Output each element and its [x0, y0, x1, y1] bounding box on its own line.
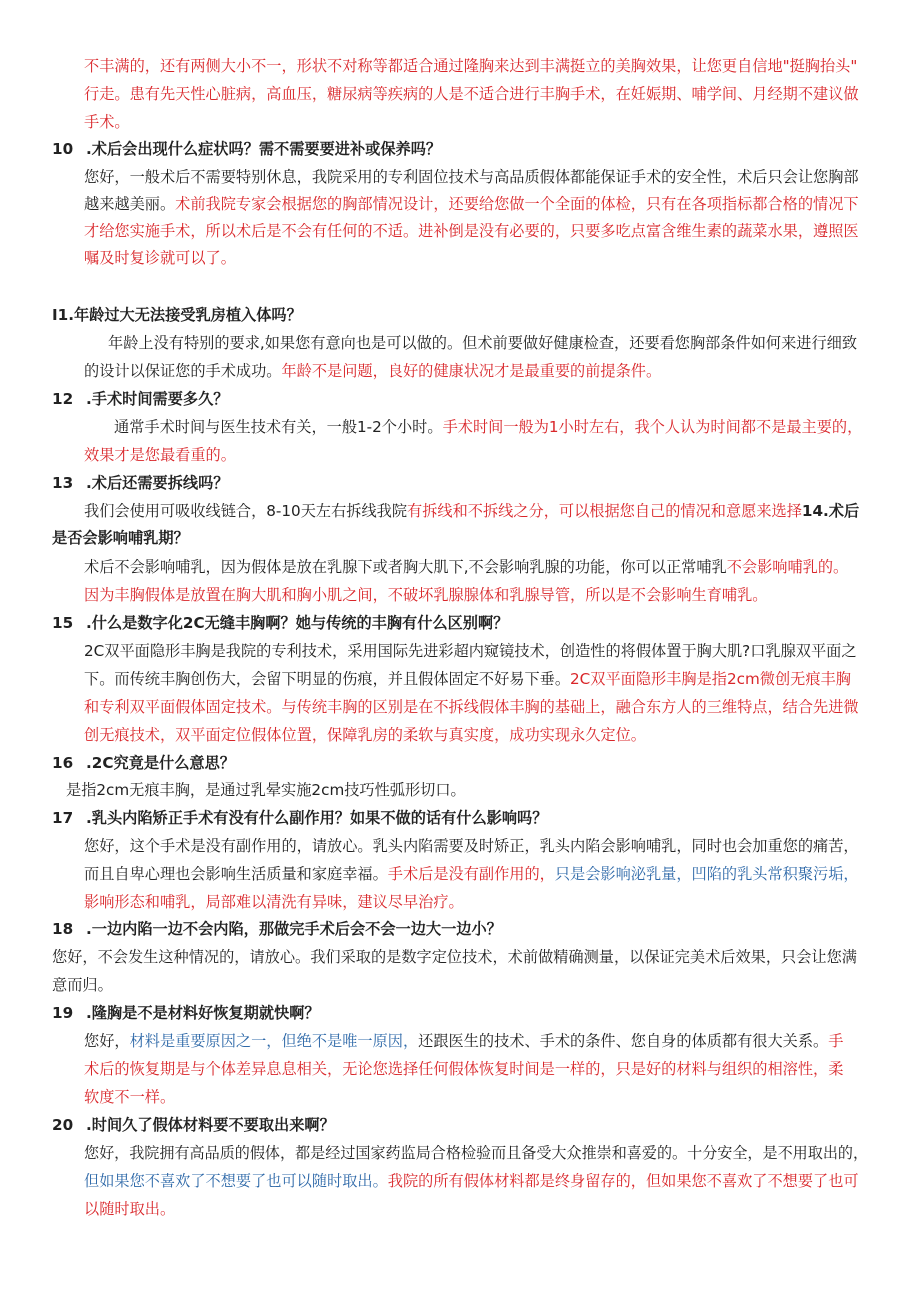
question-heading: I1.年龄过大无法接受乳房植入体吗？	[52, 306, 302, 324]
question-number: 10	[52, 140, 74, 158]
text-span: 年龄不是问题，良好的健康状况才是最重要的前提条件。	[281, 362, 662, 380]
question-heading	[52, 1003, 320, 1023]
text-line	[114, 417, 862, 437]
question-number: 20	[52, 1116, 74, 1134]
text-line: 是指2cm无痕丰胸，是通过乳晕实施2cm技巧性弧形切口。	[66, 781, 466, 799]
question-text: .时间久了假体材料要不要取出来啊？	[86, 1116, 335, 1134]
text-line	[84, 1031, 843, 1051]
question-heading	[52, 753, 235, 773]
text-span: 不会影响哺乳的。	[726, 558, 849, 576]
text-span: 下。而传统丰胸创伤大，会留下明显的伤痕，并且假体固定不好易下垂。	[84, 670, 570, 688]
question-number: 15	[52, 614, 74, 632]
text-line: 您好，一般术后不需要特别休息，我院采用的专利固位技术与高品质假体都能保证手术的安全性，术后只会让您胸部	[84, 168, 859, 186]
text-line	[84, 194, 859, 214]
text-span: 手术时间一般为1小时左右，我个人认为时间都不是最主要的，	[442, 418, 863, 436]
text-span: 您好，	[84, 1032, 130, 1050]
text-span: 手	[828, 1032, 844, 1050]
text-span: 只是会影响泌乳量，凹陷的乳头常积聚污垢，	[554, 865, 859, 883]
text-line: 以随时取出。	[84, 1200, 176, 1218]
text-line: 创无痕技术，双平面定位假体位置，保障乳房的柔软与真实度，成功实现永久定位。	[84, 726, 646, 744]
question-number: 19	[52, 1004, 74, 1022]
text-line: 2C双平面隐形丰胸是我院的专利技术，采用国际先进彩超内窥镜技术，创造性的将假体置于胸大肌?口乳腺双平面之	[84, 642, 857, 660]
text-line: 才给您实施手术，所以术后是不会有任何的不适。进补倒是没有必要的，只要多吃点富含维生素的蔬菜水果，遵照医	[84, 222, 859, 240]
question-text: .隆胸是不是材料好恢复期就快啊？	[86, 1004, 320, 1022]
text-span: 但如果您不喜欢了不想要了也可以随时取出。	[84, 1172, 388, 1190]
text-span: 越来越美丽。	[84, 195, 176, 213]
question-text: .手术时间需要多久？	[86, 390, 229, 408]
text-span: 有拆线和不拆线之分，可以根据您自己的情况和意愿来选择	[407, 502, 802, 520]
question-heading	[52, 613, 508, 633]
question-number: 16	[52, 754, 74, 772]
question-heading	[52, 1115, 335, 1135]
question-number: 17	[52, 809, 74, 827]
question-heading	[52, 473, 228, 493]
text-line	[84, 501, 859, 521]
text-line: 效果才是您最看重的。	[84, 446, 236, 464]
question-heading	[52, 808, 547, 828]
question-number: 13	[52, 474, 74, 492]
text-span: 术前我院专家会根据您的胸部情况设计，还要给您做一个全面的体检，只有在各项指标都合格的情况下	[175, 195, 859, 213]
text-line: 您好，不会发生这种情况的，请放心。我们采取的是数字定位技术，术前做精确测量，以保证完美术后效果，只会让您满	[52, 948, 857, 966]
question-heading: 是否会影响哺乳期？	[52, 529, 189, 547]
text-line: 和专利双平面假体固定技术。与传统丰胸的区别是在不拆线假体丰胸的基础上，融合东方人的三维特点，结合先进微	[84, 698, 859, 716]
text-span: 术后不会影响哺乳，因为假体是放在乳腺下或者胸大肌下,不会影响乳腺的功能，你可以正常哺乳	[84, 558, 727, 576]
question-text: .乳头内陷矫正手术有没有什么副作用？如果不做的话有什么影响吗？	[86, 809, 548, 827]
text-span: 我们会使用可吸收线链合，8-10天左右拆线我院	[84, 502, 408, 520]
question-text: .术后会出现什么症状吗？需不需要要进补或保养吗？	[86, 140, 442, 158]
question-heading-inline: 14.术后	[801, 502, 860, 520]
question-text: .术后还需要拆线吗？	[86, 474, 229, 492]
question-text: .一边内陷一边不会内陷，那做完手术后会不会一边大一边小？	[86, 920, 502, 938]
question-heading	[52, 389, 228, 409]
question-text: .2C究竟是什么意思？	[86, 754, 235, 772]
text-line: 影响形态和哺乳，局部难以清洗有异味，建议尽早治疗。	[84, 893, 464, 911]
text-line: 术后的恢复期是与个体差异息息相关，无论您选择任何假体恢复时间是一样的，只是好的材料与组织的相溶性，柔	[84, 1060, 844, 1078]
text-line: 您好，我院拥有高品质的假体，都是经过国家药监局合格检验而且备受大众推崇和喜爱的。十分安全，是不用取出的，	[84, 1144, 869, 1162]
text-span: 而且自卑心理也会影响生活质量和家庭幸福。	[84, 865, 388, 883]
text-span: 还跟医生的技术、手术的条件、您自身的体质都有很大关系。	[418, 1032, 829, 1050]
text-line: 意而归。	[52, 976, 113, 994]
text-line: 行走。患有先天性心脏病，高血压，糖尿病等疾病的人是不适合进行丰胸手术，在妊娠期、哺学间、月经期不建议做	[84, 85, 859, 103]
text-line	[84, 361, 661, 381]
text-span: 通常手术时间与医生技术有关，一般1-2个小时。	[114, 418, 443, 436]
text-span: 的设计以保证您的手术成功。	[84, 362, 282, 380]
question-number: 18	[52, 920, 74, 938]
text-line	[84, 1171, 859, 1191]
text-line: 年龄上没有特别的要求,如果您有意向也是可以做的。但术前要做好健康检查，还要看您胸部条件如何来进行细致	[108, 334, 858, 352]
text-line: 软度不一样。	[84, 1088, 176, 1106]
question-text: .什么是数字化2C无缝丰胸啊？她与传统的丰胸有什么区别啊？	[86, 614, 509, 632]
text-line	[84, 669, 851, 689]
text-line: 不丰满的，还有两侧大小不一，形状不对称等都适合通过隆胸来达到丰满挺立的美胸效果，让您更自信地"挺胸抬头"	[84, 57, 858, 75]
text-span: 手术后是没有副作用的，	[387, 865, 555, 883]
text-line: 嘱及时复诊就可以了。	[84, 249, 236, 267]
question-heading	[52, 919, 502, 939]
text-line: 您好，这个手术是没有副作用的，请放心。乳头内陷需要及时矫正，乳头内陷会影响哺乳，同时也会加重您的痛苦，	[84, 837, 859, 855]
question-heading	[52, 139, 441, 159]
text-span: 我院的所有假体材料都是终身留存的，但如果您不喜欢了不想要了也可	[387, 1172, 859, 1190]
text-span: 材料是重要原因之一，但绝不是唯一原因，	[129, 1032, 419, 1050]
text-line: 手术。	[84, 113, 130, 131]
text-line: 因为丰胸假体是放置在胸大肌和胸小肌之间，不破坏乳腺腺体和乳腺导管，所以是不会影响生育哺乳。	[84, 586, 768, 604]
text-span: 2C双平面隐形丰胸是指2cm微创无痕丰胸	[570, 670, 851, 688]
text-line	[84, 864, 859, 884]
question-number: 12	[52, 390, 74, 408]
text-line	[84, 557, 848, 577]
